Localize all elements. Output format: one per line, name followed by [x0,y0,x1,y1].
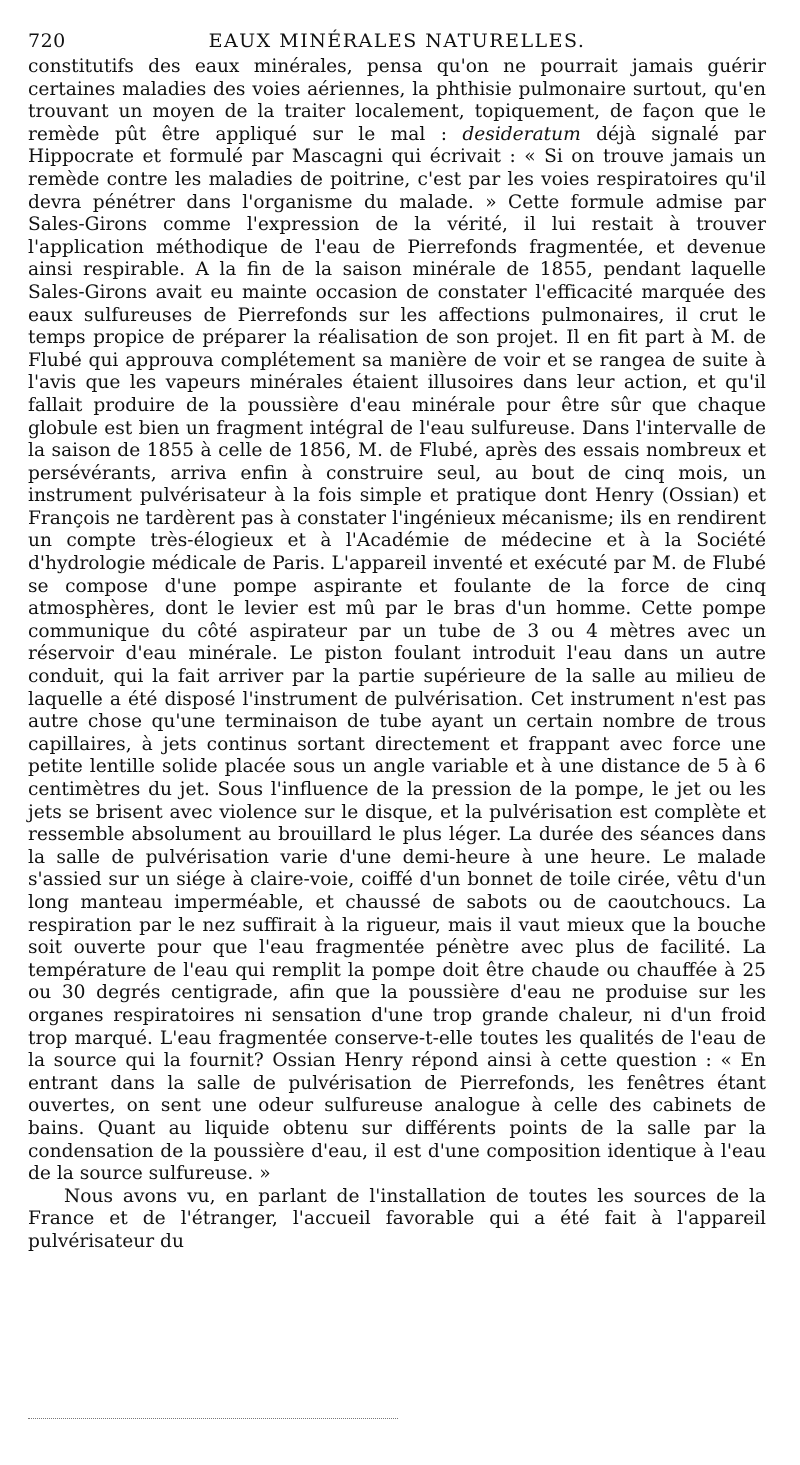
running-title: EAUX MINÉRALES NATURELLES. [208,30,586,52]
page-header [28,30,766,54]
paragraph-1 [28,56,766,1186]
page [28,30,766,1253]
paragraph-1-text-a: constitutifs des eaux minérales, pensa qu'on ne pourrait jamais guérir certaines maladies des voies aériennes, la phthisie pulmonaire surtout, qu'en trouvant un moyen de la traiter localement, topiquement, de façon que le remède pût être appliqué sur le mal : [28,56,766,145]
footer-dotted-rule [28,1418,398,1419]
body-text [28,56,766,1253]
paragraph-1-text-b: déjà signalé par Hippocrate et formulé par Mascagni qui écrivait : « Si on trouve jamais un remède contre les maladies de poitrine, c'est par les voies respiratoires qu'il devra pénétrer dans l'organisme du malade. » Cette formule admise par Sales-Girons comme l'expression de la vérité, il lui restait à trouver l'application méthodique de l'eau de Pierrefonds fragmentée, et devenue ainsi respirable. A la fin de la saison minérale de 1855, pendant laquelle Sales-Girons avait eu mainte occasion de constater l'efficacité marquée des eaux sulfureuses de Pierrefonds sur les affections pulmonaires, il crut le temps propice de préparer la réalisation de son projet. Il en fit part à M. de Flubé qui approuva complétement sa manière de voir et se rangea de suite à l'avis que les vapeurs minérales étaient illusoires dans leur action, et qu'il fallait produire de la poussière d'eau minérale pour être sûr que chaque globule est bien un fragment intégral de l'eau sulfureuse. Dans l'intervalle de la saison de 1855 à celle de 1856, M. de Flubé, après des essais nombreux et persévérants, arriva enfin à construire seul, au bout de cinq mois, un instrument pulvérisateur à la fois simple et pratique dont Henry (Ossian) et François ne tardèrent pas à constater l'ingénieux mécanisme; ils en rendirent un compte très-élogieux et à l'Académie de médecine et à la Société d'hydrologie médicale de Paris. L'appareil inventé et exécuté par M. de Flubé se compose d'une pompe aspirante et foulante de la force de cinq atmosphères, dont le levier est mû par le bras d'un homme. Cette pompe communique du côté aspirateur par un tube de 3 ou 4 mètres avec un réservoir d'eau minérale. Le piston foulant introduit l'eau dans un autre conduit, qui la fait arriver par la partie supérieure de la salle au milieu de laquelle a été disposé l'instrument de pulvérisation. Cet instrument n'est pas autre chose qu'une terminaison de tube ayant un certain nombre de trous capillaires, à jets continus sortant directement et frappant avec force une petite lentille solide placée sous un angle variable et à une distance de 5 à 6 centimètres du jet. Sous l'influence de la pression de la pompe, le jet ou les jets se brisent avec violence sur le disque, et la pulvérisation est complète et ressemble absolument au brouillard le plus léger. La durée des séances dans la salle de pulvérisation varie d'une demi-heure à une heure. Le malade s'assied sur un siége à claire-voie, coiffé d'un bonnet de toile cirée, vêtu d'un long manteau imperméable, et chaussé de sabots ou de caoutchoucs. La respiration par le nez suffirait à la rigueur, mais il vaut mieux que la bouche soit ouverte pour que l'eau fragmentée pénètre avec plus de facilité. La température de l'eau qui remplit la pompe doit être chaude ou chauffée à 25 ou 30 degrés centigrade, afin que la poussière d'eau ne produise sur les organes respiratoires ni sensation d'une trop grande chaleur, ni d'un froid trop marqué. L'eau fragmentée conserve-t-elle toutes les qualités de l'eau de la source qui la fournit? Ossian Henry répond ainsi à cette question : « En entrant dans la salle de pulvérisation de Pierrefonds, les fenêtres étant ouvertes, on sent une odeur sulfureuse analogue à celle des cabinets de bains. Quant au liquide obtenu sur différents points de la salle par la condensation de la poussière d'eau, il est d'une composition identique à l'eau de la source sulfureuse. » [28,123,766,1185]
page-number: 720 [28,30,66,52]
paragraph-2 [28,1186,766,1254]
paragraph-2-text: Nous avons vu, en parlant de l'installation de toutes les sources de la France et de l'étranger, l'accueil favorable qui a été fait à l'appareil pulvérisateur du [28,1185,766,1252]
paragraph-1-italic-term: desideratum [462,123,581,145]
